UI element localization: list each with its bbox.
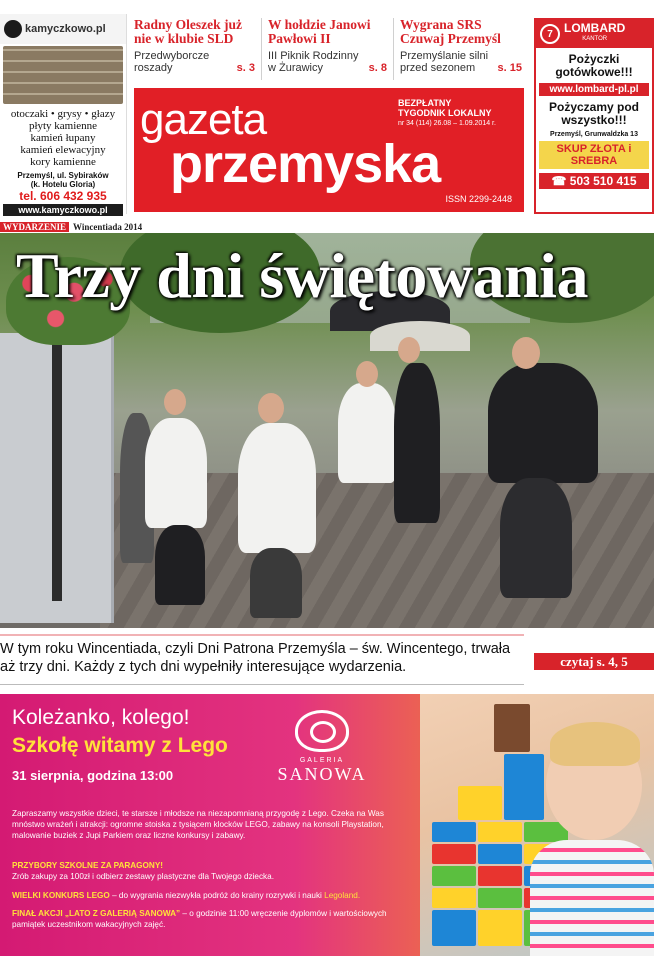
- lombard-brand: [564, 23, 625, 45]
- teaser-1[interactable]: [130, 18, 262, 80]
- product-list: [0, 106, 126, 168]
- photo-person-head: [356, 361, 378, 387]
- masthead-free-label: [398, 98, 492, 118]
- lombard-website-link[interactable]: www.lombard-pl.pl: [539, 83, 649, 96]
- photo-person: [238, 423, 316, 553]
- masthead-title-line2: przemyska: [170, 134, 441, 194]
- photo-person: [250, 548, 302, 618]
- lombard-headline: Pożyczki gotówkowe!!!: [555, 52, 633, 79]
- photo-person-head: [398, 337, 420, 363]
- lombard-header: [536, 20, 652, 48]
- ad-point-highlight: Legoland.: [324, 891, 361, 900]
- lombard-gold-buy: SKUP ZŁOTA i SREBRA: [539, 141, 649, 169]
- lombard-address: Przemyśl, Grunwaldzka 13: [550, 131, 638, 138]
- lego-brick: [432, 822, 476, 842]
- teaser-subtitle: Przemyślanie silni przed sezonem: [400, 50, 489, 74]
- ad-date: 31 sierpnia, godzina 13:00: [12, 768, 174, 783]
- ad-point-text: – o godzinie 11:00 wręczenie dyplomów i wartościowych pamiątek uczestnikom wakacyjnych zajęć.: [12, 909, 387, 929]
- ad-point-3: [12, 908, 412, 930]
- kamyczkowo-ad[interactable]: [0, 14, 127, 214]
- ad-title: Koleżanko, kolego!: [12, 706, 190, 729]
- masthead-free: BEZPŁATNY: [398, 98, 452, 108]
- lego-brick: [432, 910, 476, 946]
- event-name: Wincentiada 2014: [73, 221, 143, 232]
- event-bar: [0, 221, 142, 232]
- lego-figure: [494, 704, 530, 752]
- ad-body: Zapraszamy wszystkie dzieci, te starsze i młodsze na niezapomnianą przygodę z Lego. Czeka na Was mnóstwo wrażeń i atrakcji: ogromne stoiska z tysiącem klocków LEGO, zabawy na konsoli Playstation, malowanie buziek z Jupi Parkiem oraz liczne konkursy i zabawy.: [12, 809, 384, 840]
- ad-website-link[interactable]: www.kamyczkowo.pl: [3, 204, 123, 216]
- lego-brick: [432, 866, 476, 886]
- lombard-ad[interactable]: [534, 18, 654, 214]
- ad-brand: kamyczkowo.pl: [25, 23, 106, 35]
- main-photo: [0, 233, 654, 628]
- lombard-logo-icon: 7: [540, 24, 560, 44]
- ad-address: [0, 171, 126, 189]
- gallery-name: SANOWA: [277, 764, 367, 784]
- teaser-subtitle: Przedwyborcze roszady: [134, 50, 210, 74]
- read-more-link[interactable]: czytaj s. 4, 5: [534, 653, 654, 670]
- ad-point-1: [12, 860, 412, 882]
- teaser-page: s. 15: [497, 62, 522, 74]
- event-tag: WYDARZENIE: [0, 222, 69, 232]
- product-line: kamień elewacyjny: [20, 144, 106, 156]
- teaser-page: s. 3: [236, 62, 255, 74]
- photo-person: [488, 363, 598, 483]
- masthead-issn: ISSN 2299-2448: [445, 194, 512, 204]
- kamyczkowo-logo-icon: [4, 20, 22, 38]
- ad-point-text: – do wygrania niezwykła podróż do krainy rozrywki i nauki: [109, 891, 325, 900]
- gallery-label: GALERIA: [299, 757, 345, 764]
- lead-divider: [0, 634, 524, 636]
- lego-brick: [458, 786, 502, 820]
- photo-person-head: [512, 337, 540, 369]
- stones-image: [3, 46, 123, 104]
- ad-address-line: Przemyśl, ul. Sybiraków: [17, 171, 109, 180]
- masthead-issue: nr 34 (114) 26.08 – 1.09.2014 r.: [398, 120, 496, 127]
- photo-person: [145, 418, 207, 528]
- ad-address-line: (k. Hotelu Gloria): [30, 180, 96, 189]
- product-line: otoczaki • grysy • głazy: [10, 108, 116, 120]
- kamyczkowo-logo: [0, 14, 126, 44]
- product-line: płyty kamienne: [28, 120, 98, 132]
- photo-person: [394, 363, 440, 523]
- ad-point-title: WIELKI KONKURS LEGO: [12, 891, 110, 900]
- lead-bottom-divider: [0, 684, 524, 685]
- photo-person-head: [164, 389, 186, 415]
- ad-point-title: FINAŁ AKCJI „LATO Z GALERIĄ SANOWA”: [12, 909, 181, 918]
- lombard-phone: ☎ 503 510 415: [539, 173, 649, 189]
- photo-person: [338, 383, 396, 483]
- teaser-headline: Radny Oleszek już nie w klubie SLD: [134, 17, 242, 46]
- lego-brick: [478, 822, 522, 842]
- photo-person-head: [258, 393, 284, 423]
- photo-person: [500, 478, 572, 598]
- teaser-2[interactable]: [264, 18, 394, 80]
- product-line: kamień łupany: [30, 132, 96, 144]
- masthead: [134, 88, 524, 212]
- lombard-brand-sub: KANTOR: [582, 36, 608, 42]
- lego-brick: [504, 754, 544, 820]
- teaser-headline: W hołdzie Janowi Pawłowi II: [268, 17, 371, 46]
- child-hair: [550, 722, 640, 766]
- masthead-weekly: TYGODNIK LOKALNY: [398, 108, 492, 118]
- lego-brick: [478, 866, 522, 886]
- teaser-subtitle: III Piknik Rodzinny w Żurawicy: [268, 50, 359, 74]
- lead-text: W tym roku Wincentiada, czyli Dni Patrona Przemyśla – św. Wincentego, trwała aż trzy dni. Każdy z tych dni wypełniły interesujące wydarzenia.: [0, 641, 511, 675]
- photo-umbrella: [370, 321, 470, 351]
- ad-subtitle: Szkołę witamy z Lego: [12, 734, 228, 757]
- sanowa-swirl-icon: [295, 710, 349, 752]
- lego-brick: [432, 844, 476, 864]
- lego-brick: [478, 888, 522, 908]
- teaser-headline: Wygrana SRS Czuwaj Przemyśl: [400, 17, 501, 46]
- masthead-title-line1: gazeta: [140, 95, 267, 144]
- photo-lamp-pole: [52, 341, 62, 601]
- ad-phone: tel. 606 432 935: [19, 189, 107, 203]
- product-line: kory kamienne: [30, 156, 96, 168]
- lego-brick: [478, 844, 522, 864]
- lombard-tagline: Pożyczamy pod wszystko!!!: [548, 100, 640, 127]
- teaser-page: s. 8: [368, 62, 387, 74]
- main-headline: Trzy dni świętowania: [16, 240, 588, 311]
- lombard-phone-number: 503 510 415: [569, 174, 637, 188]
- galeria-sanowa-logo: [262, 710, 382, 785]
- child-shirt: [530, 840, 654, 956]
- lego-brick: [432, 888, 476, 908]
- photo-person: [155, 525, 205, 605]
- ad-point-title: PRZYBORY SZKOLNE ZA PARAGONY!: [12, 861, 164, 870]
- lego-brick: [478, 910, 522, 946]
- lombard-brand-name: LOMBARD: [564, 21, 626, 35]
- ad-point-2: [12, 890, 412, 901]
- teaser-3[interactable]: [396, 18, 528, 80]
- ad-point-text: Zrób zakupy za 100zł i odbierz zestawy plastyczne dla Twojego dziecka.: [12, 872, 274, 881]
